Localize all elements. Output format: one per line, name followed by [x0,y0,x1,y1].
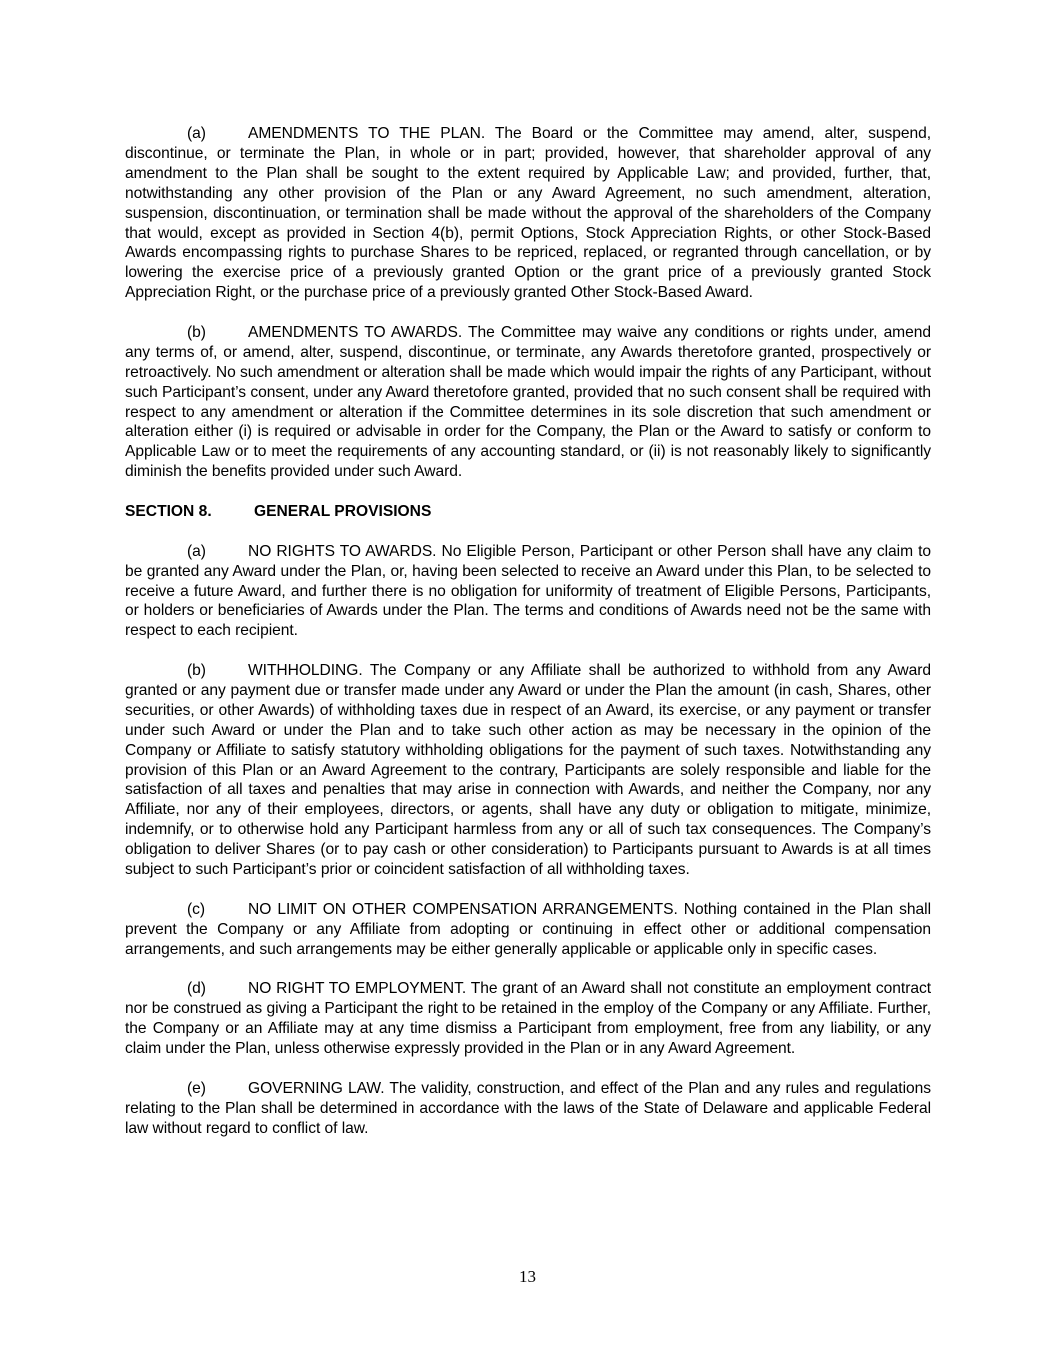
document-page [125,124,931,1158]
paragraph-text: NO RIGHT TO EMPLOYMENT. The grant of an Award shall not constitute an employment contract nor be construed as giving a Participant the right to be retained in the employ of the Company or any Affiliate. Further, the Company or an Affiliate may at any time dismiss a Participant from employment, free from any liability, or any claim under the Plan, unless otherwise expressly provided in the Plan or in any Award Agreement. [125,980,931,1058]
section-heading [125,502,931,522]
paragraph-label: (b) [187,323,206,341]
paragraph-withholding [125,661,931,880]
section-number: SECTION 8. [125,503,212,520]
paragraph-text: NO LIMIT ON OTHER COMPENSATION ARRANGEMENTS. Nothing contained in the Plan shall prevent the Company or any Affiliate from adopting or continuing in effect other or additional compensation arrangements, and such arrangements may be either generally applicable or applicable only in specific cases. [125,900,931,958]
paragraph-governing-law [125,1079,931,1139]
paragraph-no-right-to-employment [125,979,931,1059]
paragraph-amendments-to-plan [125,124,931,303]
paragraph-label: (e) [187,1079,206,1097]
paragraph-text: NO RIGHTS TO AWARDS. No Eligible Person, Participant or other Person shall have any claim to be granted any Award under the Plan, or, having been selected to receive an Award under this Plan, to be selected to receive a future Award, and further there is no obligation for uniformity of treatment of Eligible Persons, Participants, or holders or beneficiaries of Awards under the Plan. The terms and conditions of Awards need not be the same with respect to each recipient. [125,542,931,640]
paragraph-label: (b) [187,662,206,680]
paragraph-no-rights-to-awards [125,542,931,642]
paragraph-text: AMENDMENTS TO THE PLAN. The Board or the Committee may amend, alter, suspend, discontinue, or terminate the Plan, in whole or in part; provided, however, that shareholder approval of any amendment to the Plan shall be sought to the extent required by Applicable Law; and provided, further, that, notwithstanding any other provision of the Plan or any Award Agreement, no such amendment, alteration, suspension, discontinuation, or termination shall be made without the approval of the shareholders of the Company that would, except as provided in Section 4(b), permit Options, Stock Appreciation Rights, or other Stock-Based Awards encompassing rights to purchase Shares to be repriced, replaced, or regranted through cancellation, or by lowering the exercise price of a previously granted Option or the grant price of a previously granted Stock Appreciation Right, or the purchase price of a previously granted Other Stock-Based Award. [125,125,931,302]
paragraph-label: (a) [187,125,206,142]
section-title: GENERAL PROVISIONS [254,503,432,520]
paragraph-no-limit-on-other-compensation [125,900,931,960]
paragraph-label: (a) [187,542,206,560]
page-number: 13 [519,1267,536,1286]
paragraph-text: GOVERNING LAW. The validity, construction, and effect of the Plan and any rules and regulations relating to the Plan shall be determined in accordance with the laws of the State of Delaware and applicable Federal law without regard to conflict of law. [125,1079,931,1137]
paragraph-label: (d) [187,980,206,998]
paragraph-text: AMENDMENTS TO AWARDS. The Committee may waive any conditions or rights under, amend any terms of, or amend, alter, suspend, discontinue, or terminate, any Awards theretofore granted, prospectively or retroactively. No such amendment or alteration shall be made which would impair the rights of any Participant, without such Participant’s consent, under any Award theretofore granted, provided that no such consent shall be required with respect to any amendment or alteration if the Committee determines in its sole discretion that such amendment or alteration either (i) is required or advisable in order for the Company, the Plan or the Award to satisfy or conform to Applicable Law or to meet the requirements of any accounting standard, or (ii) is not reasonably likely to significantly diminish the benefits provided under such Award. [125,323,931,481]
paragraph-text: WITHHOLDING. The Company or any Affiliate shall be authorized to withhold from any Award granted or any payment due or transfer made under any Award or under the Plan the amount (in cash, Shares, other securities, or other Awards) of withholding taxes due in respect of an Award, its exercise, or any payment or transfer under such Award or under the Plan and to take such other action as may be necessary in the opinion of the Company or Affiliate to satisfy statutory withholding obligations for the payment of such taxes. Notwithstanding any provision of this Plan or an Award Agreement to the contrary, Participants are solely responsible and liable for the satisfaction of all taxes and penalties that may arise in connection with Awards, and neither the Company, nor any Affiliate, nor any of their employees, directors, or agents, shall have any duty or obligation to mitigate, minimize, indemnify, or to otherwise hold any Participant harmless from any or all of such tax consequences. The Company’s obligation to deliver Shares (or to pay cash or other consideration) to Participants pursuant to Awards is at all times subject to such Participant’s prior or coincident satisfaction of all withholding taxes. [125,662,931,879]
paragraph-label: (c) [187,900,206,918]
paragraph-amendments-to-awards [125,323,931,482]
